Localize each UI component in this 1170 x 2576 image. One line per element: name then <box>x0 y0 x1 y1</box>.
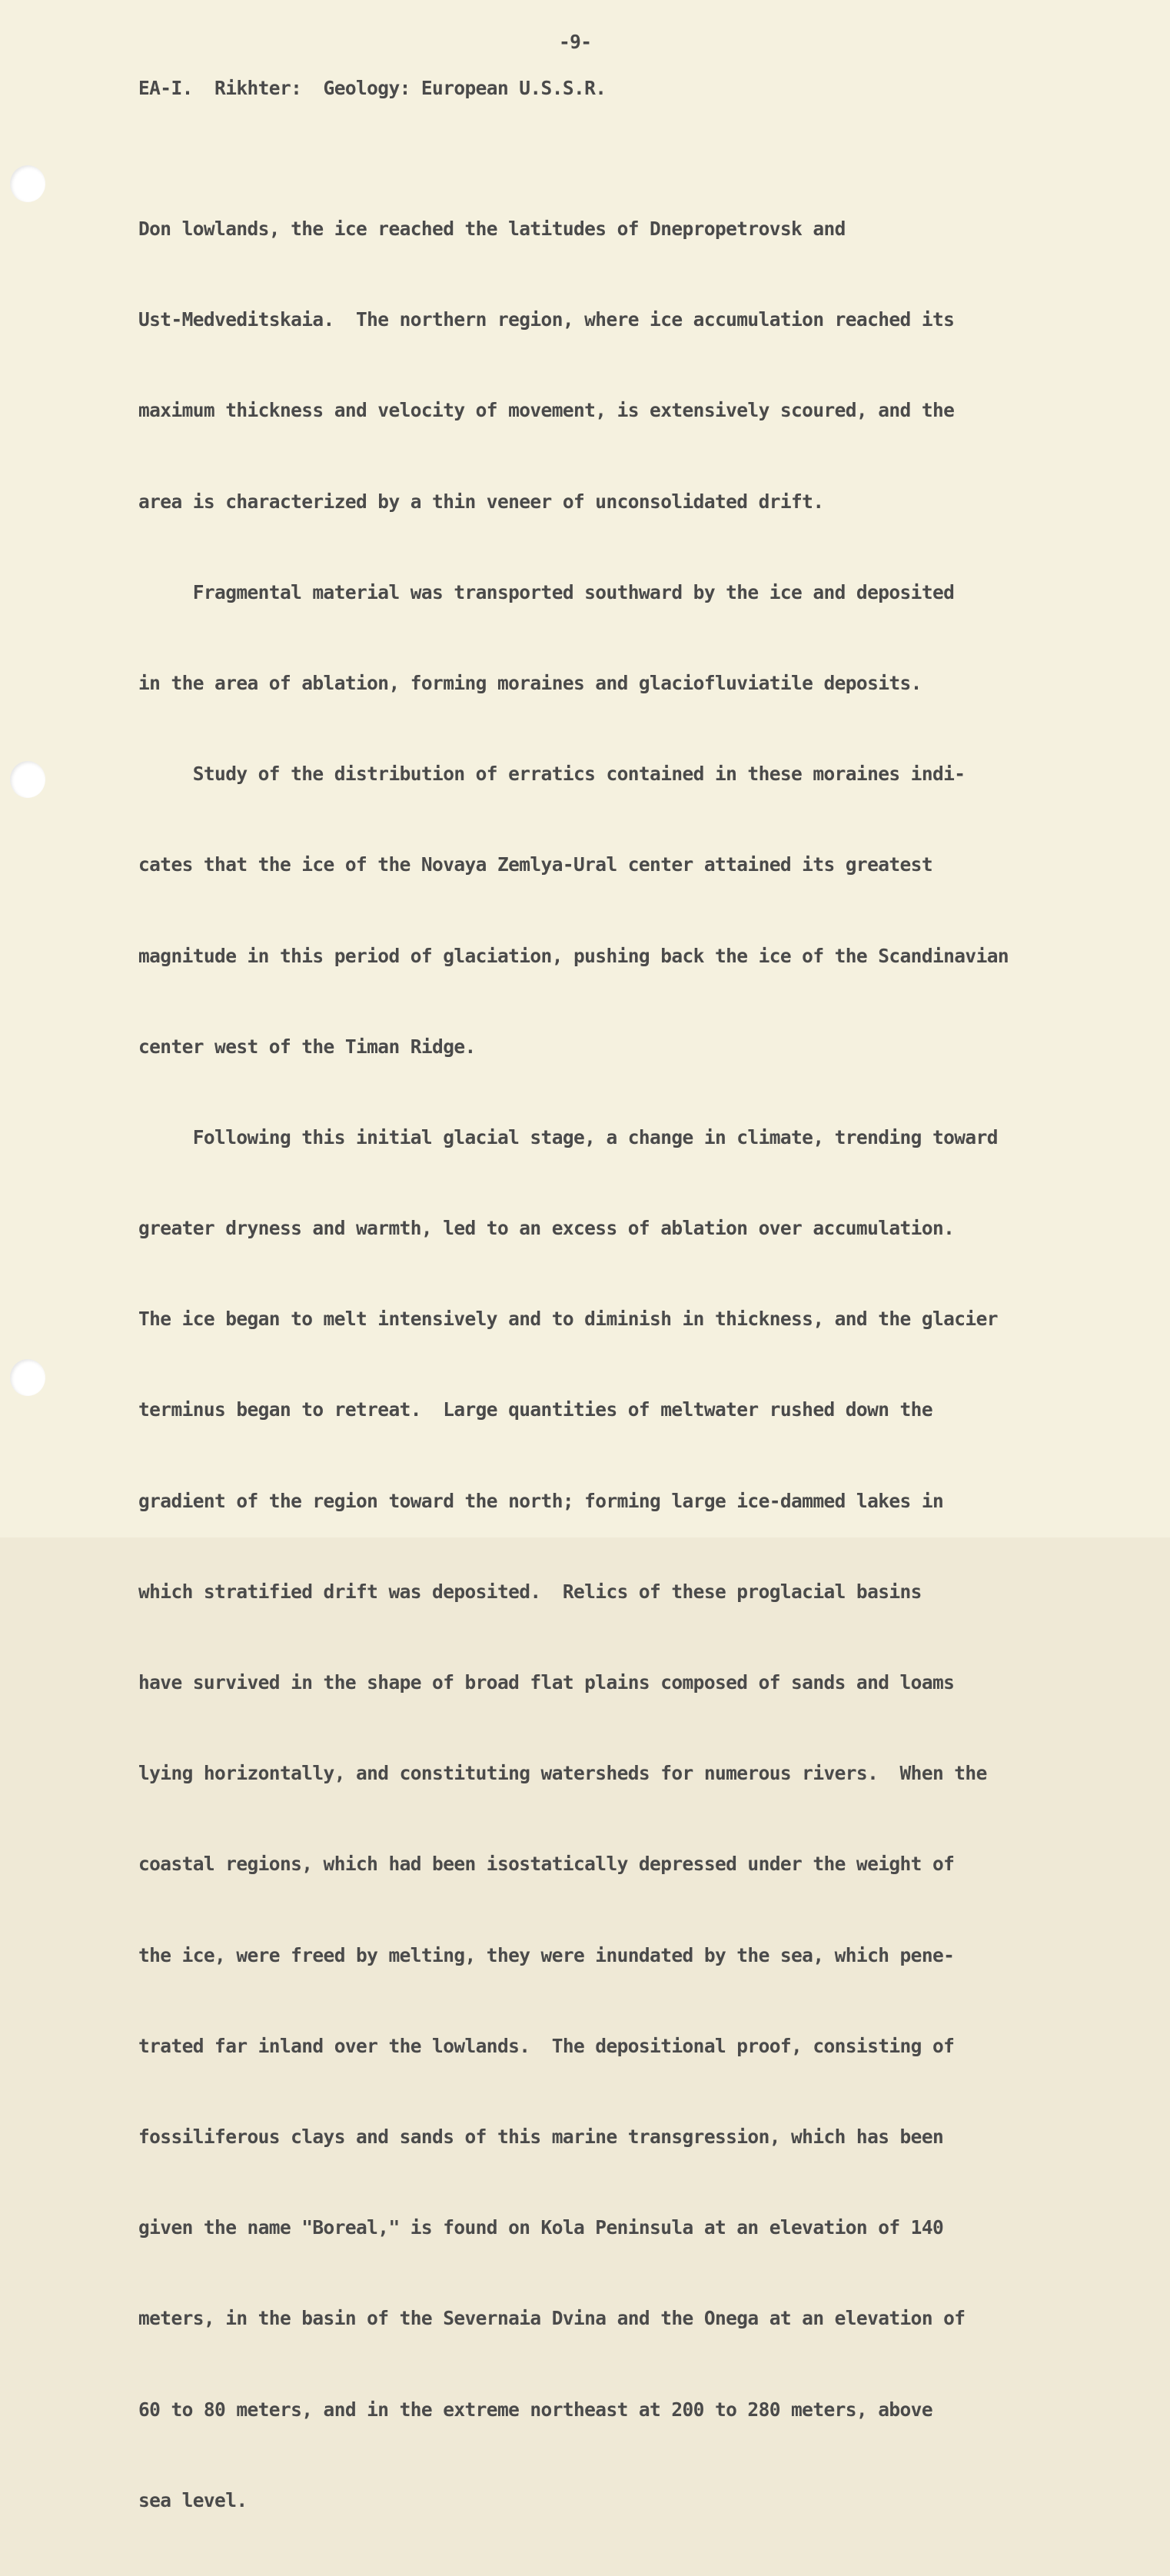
text-line: 60 to 80 meters, and in the extreme northeast at 200 to 280 meters, above <box>138 2398 932 2421</box>
text-line: Don lowlands, the ice reached the latitudes of Dnepropetrovsk and <box>138 218 846 240</box>
text-line: terminus began to retreat. Large quantities of meltwater rushed down the <box>138 1398 932 1421</box>
text-line: magnitude in this period of glaciation, pushing back the ice of the Scandinavian <box>138 944 1009 967</box>
text-line: trated far inland over the lowlands. The depositional proof, consisting of <box>138 2034 955 2057</box>
text-line: gradient of the region toward the north; forming large ice-dammed lakes in <box>138 1489 944 1512</box>
text-line: sea level. <box>138 2488 248 2511</box>
text-line: which stratified drift was deposited. Relics of these proglacial basins <box>138 1580 922 1603</box>
text-line: area is characterized by a thin veneer of unconsolidated drift. <box>138 490 824 513</box>
text-line: given the name "Boreal," is found on Kola Peninsula at an elevation of 140 <box>138 2216 944 2239</box>
text-line: The ice began to melt intensively and to diminish in thickness, and the glacier <box>138 1308 998 1331</box>
text-line: the ice, were freed by melting, they were inundated by the sea, which pene- <box>138 1943 955 1966</box>
text-line: greater dryness and warmth, led to an excess of ablation over accumulation. <box>138 1217 955 1240</box>
text-line: have survived in the shape of broad flat plains composed of sands and loams <box>138 1671 955 1694</box>
punch-hole <box>10 761 45 798</box>
body-text <box>138 169 1009 2576</box>
text-line: center west of the Timan Ridge. <box>138 1035 476 1058</box>
text-line: Following this initial glacial stage, a change in climate, trending toward <box>138 1125 998 1148</box>
running-header: EA-I. Rikhter: Geology: European U.S.S.R. <box>138 77 607 99</box>
text-line: maximum thickness and velocity of movement, is extensively scoured, and the <box>138 399 955 422</box>
text-line: Study of the distribution of erratics contained in these moraines indi- <box>138 763 966 786</box>
text-line: meters, in the basin of the Severnaia Dvina and the Onega at an elevation of <box>138 2307 966 2330</box>
punch-hole <box>10 1359 45 1396</box>
text-line: Ust-Medveditskaia. The northern region, where ice accumulation reached its <box>138 308 955 331</box>
text-line: in the area of ablation, forming moraines and glaciofluviatile deposits. <box>138 671 922 694</box>
text-line: coastal regions, which had been isostatically depressed under the weight of <box>138 1853 955 1876</box>
page-number: -9- <box>559 31 592 53</box>
text-line: cates that the ice of the Novaya Zemlya-Ural center attained its greatest <box>138 853 932 876</box>
text-line: lying horizontally, and constituting watersheds for numerous rivers. When the <box>138 1762 987 1785</box>
punch-hole <box>10 165 45 202</box>
text-line: fossiliferous clays and sands of this marine transgression, which has been <box>138 2125 944 2148</box>
text-line: Fragmental material was transported southward by the ice and deposited <box>138 580 955 603</box>
